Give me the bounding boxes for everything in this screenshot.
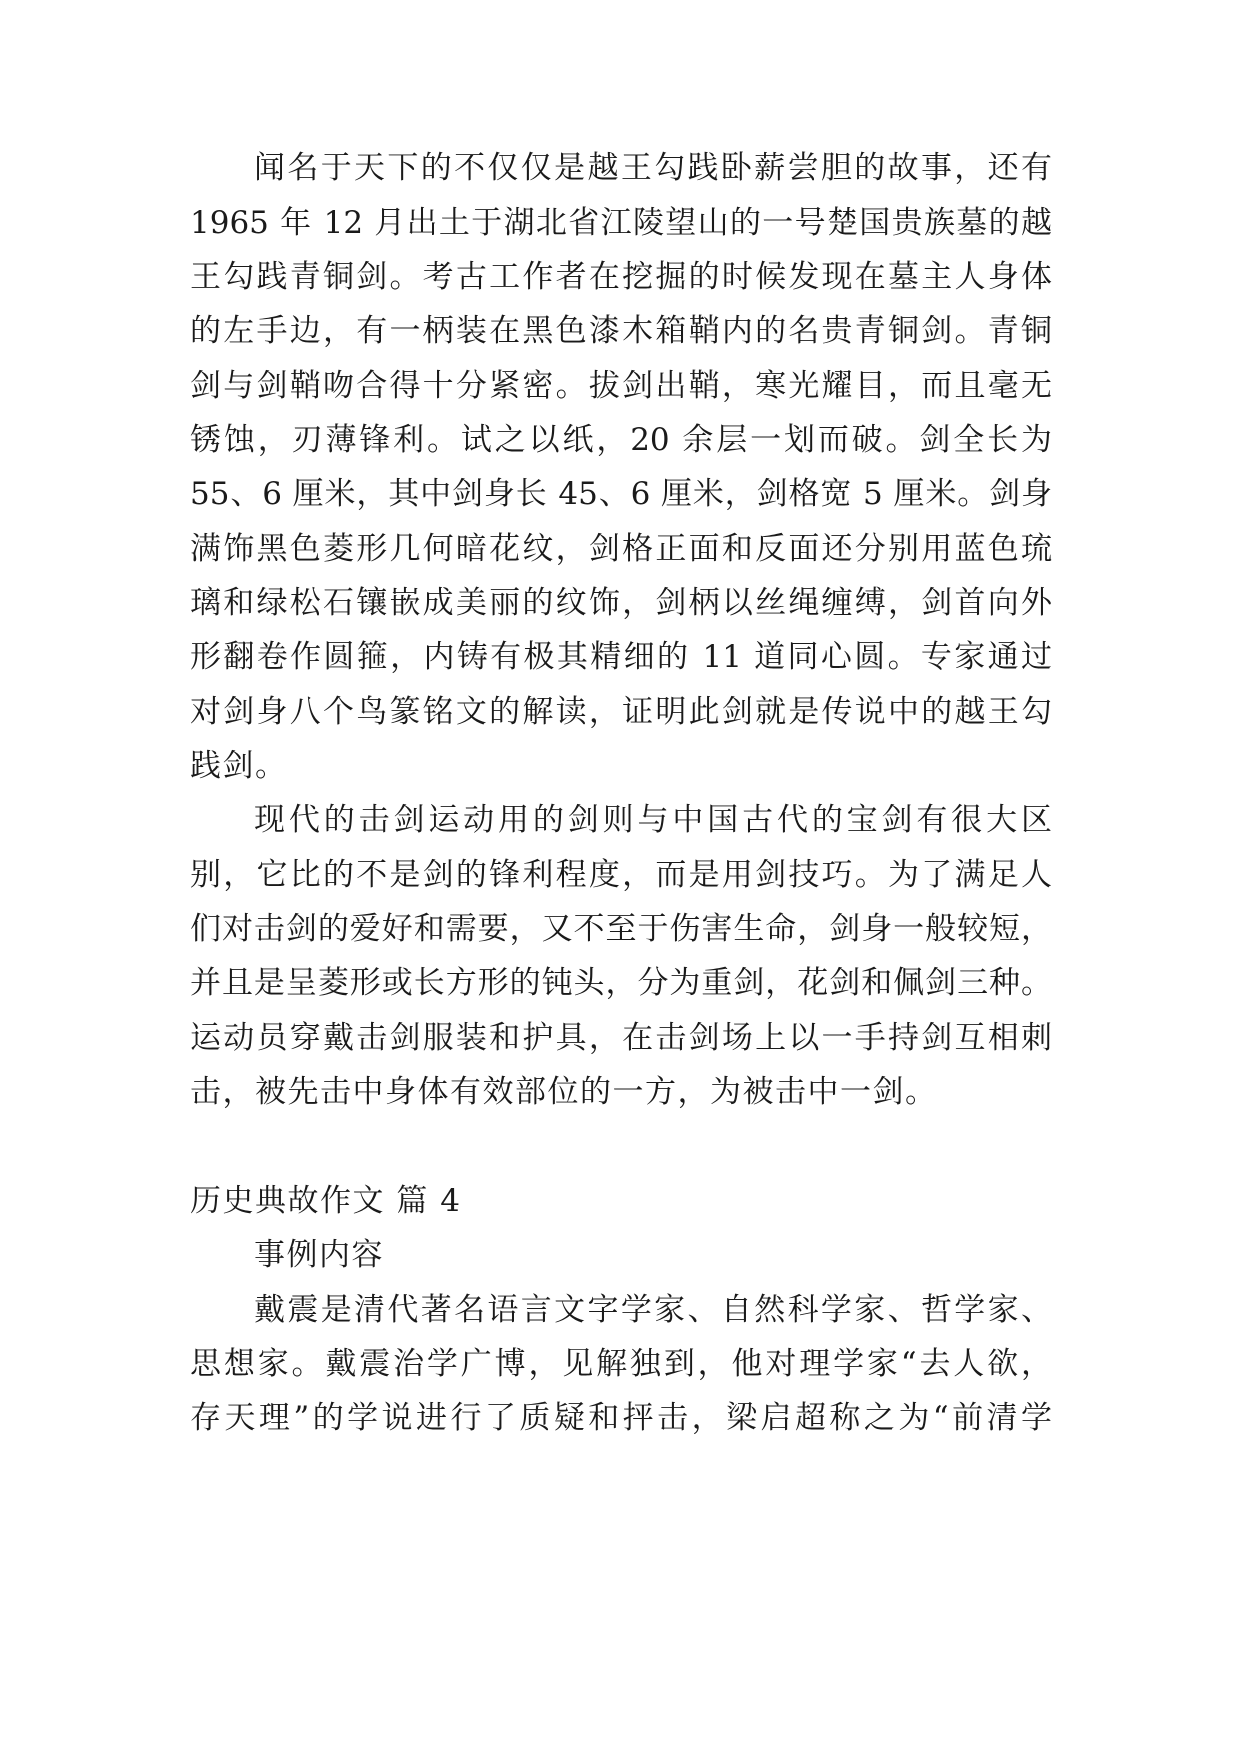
text-line: 闻名于天下的不仅仅是越王勾践卧薪尝胆的故事，还有 <box>254 150 1052 186</box>
text-line: 运动员穿戴击剑服装和护具，在击剑场上以一手持剑互相刺 <box>190 1020 1052 1056</box>
text-line: 55、6 厘米，其中剑身长 45、6 厘米，剑格宽 5 厘米。剑身 <box>190 476 1052 512</box>
section-heading: 历史典故作文 篇 4 <box>190 1183 462 1219</box>
text-line: 存天理”的学说进行了质疑和抨击，梁启超称之为“前清学 <box>190 1400 1052 1436</box>
text-line: 剑与剑鞘吻合得十分紧密。拔剑出鞘，寒光耀目，而且毫无 <box>190 368 1052 404</box>
subheading: 事例内容 <box>254 1237 384 1273</box>
text-line: 击，被先击中身体有效部位的一方，为被击中一剑。 <box>190 1074 938 1110</box>
text-line: 璃和绿松石镶嵌成美丽的纹饰，剑柄以丝绳缠缚，剑首向外 <box>190 585 1052 621</box>
text-line: 1965 年 12 月出土于湖北省江陵望山的一号楚国贵族墓的越 <box>190 205 1052 241</box>
text-line: 思想家。戴震治学广博，见解独到，他对理学家“去人欲， <box>190 1346 1052 1382</box>
text-line: 的左手边，有一柄装在黑色漆木箱鞘内的名贵青铜剑。青铜 <box>190 313 1052 349</box>
text-line: 王勾践青铜剑。考古工作者在挖掘的时候发现在墓主人身体 <box>190 259 1052 295</box>
text-line: 满饰黑色菱形几何暗花纹，剑格正面和反面还分别用蓝色琉 <box>190 531 1052 567</box>
text-line: 对剑身八个鸟篆铭文的解读，证明此剑就是传说中的越王勾 <box>190 694 1052 730</box>
text-line: 并且是呈菱形或长方形的钝头，分为重剑，花剑和佩剑三种。 <box>190 965 1052 1001</box>
text-line: 锈蚀，刃薄锋利。试之以纸，20 余层一划而破。剑全长为 <box>190 422 1052 458</box>
text-line: 别，它比的不是剑的锋利程度，而是用剑技巧。为了满足人 <box>190 857 1052 893</box>
text-line: 践剑。 <box>190 748 288 784</box>
text-line: 戴震是清代著名语言文字学家、自然科学家、哲学家、 <box>254 1292 1052 1328</box>
text-line: 形翻卷作圆箍，内铸有极其精细的 11 道同心圆。专家通过 <box>190 639 1052 675</box>
text-line: 现代的击剑运动用的剑则与中国古代的宝剑有很大区 <box>254 802 1052 838</box>
text-line: 们对击剑的爱好和需要，又不至于伤害生命，剑身一般较短， <box>190 911 1052 947</box>
